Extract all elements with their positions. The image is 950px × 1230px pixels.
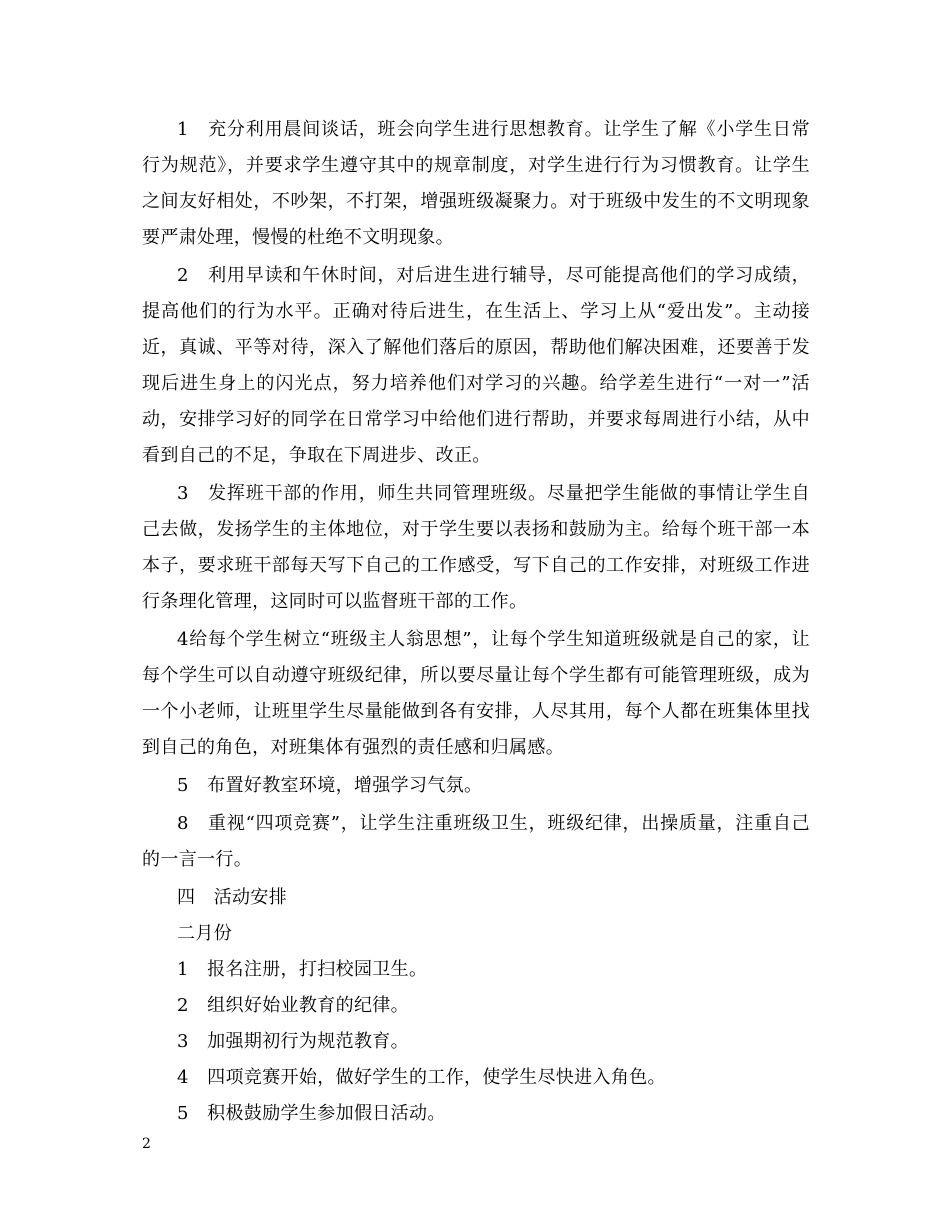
month-item: 4 四项竞赛开始，做好学生的工作，使学生尽快进入角色。 [177, 1067, 666, 1088]
month-item: 1 报名注册，打扫校园卫生。 [177, 959, 428, 980]
month-item: 5 积极鼓励学生参加假日活动。 [177, 1103, 446, 1124]
paragraph-2: 2 利用早读和午休时间，对后进生进行辅导，尽可能提高他们的学习成绩，提高他们的行为水平。正确对待后进生，在生活上、学习上从“爱出发”。主动接近，真诚、平等对待，深入了解他们落后的原因，帮助他们解决困难，还要善于发现后进生身上的闪光点，努力培养他们对学习的兴趣。给学差生进行“一对一”活动，安排学习好的同学在日常学习中给他们进行帮助，并要求每周进行小结，从中看到自己的不足，争取在下周进步、改正。 [142, 265, 810, 466]
paragraph-4: 4给每个学生树立“班级主人翁思想”，让每个学生知道班级就是自己的家，让每个学生可以自动遵守班级纪律，所以要尽量让每个学生都有可能管理班级，成为一个小老师，让班里学生尽量能做到各有安排，人尽其用，每个人都在班集体里找到自己的角色，对班集体有强烈的责任感和归属感。 [142, 629, 810, 758]
paragraph-1: 1 充分利用晨间谈话，班会向学生进行思想教育。让学生了解《小学生日常行为规范》，并要求学生遵守其中的规章制度，对学生进行行为习惯教育。让学生之间友好相处，不吵架，不打架，增强班级凝聚力。对于班级中发生的不文明现象要严肃处理，慢慢的杜绝不文明现象。 [142, 119, 810, 248]
section-heading: 四 活动安排 [177, 887, 288, 908]
paragraph-3: 3 发挥班干部的作用，师生共同管理班级。尽量把学生能做的事情让学生自己去做，发扬学生的主体地位，对于学生要以表扬和鼓励为主。给每个班干部一本本子，要求班干部每天写下自己的工作感受，写下自己的工作安排，对班级工作进行条理化管理，这同时可以监督班干部的工作。 [142, 483, 810, 612]
paragraph-5: 5 布置好教室环境，增强学习气氛。 [177, 775, 483, 796]
paragraph-8: 8 重视“四项竞赛”，让学生注重班级卫生，班级纪律，出操质量，注重自己的一言一行。 [142, 813, 810, 870]
month-item: 3 加强期初行为规范教育。 [177, 1031, 410, 1052]
month-heading: 二月份 [177, 923, 233, 944]
document-body [142, 112, 810, 1132]
page-number: 2 [142, 1136, 151, 1152]
month-item: 2 组织好始业教育的纪律。 [177, 995, 410, 1016]
